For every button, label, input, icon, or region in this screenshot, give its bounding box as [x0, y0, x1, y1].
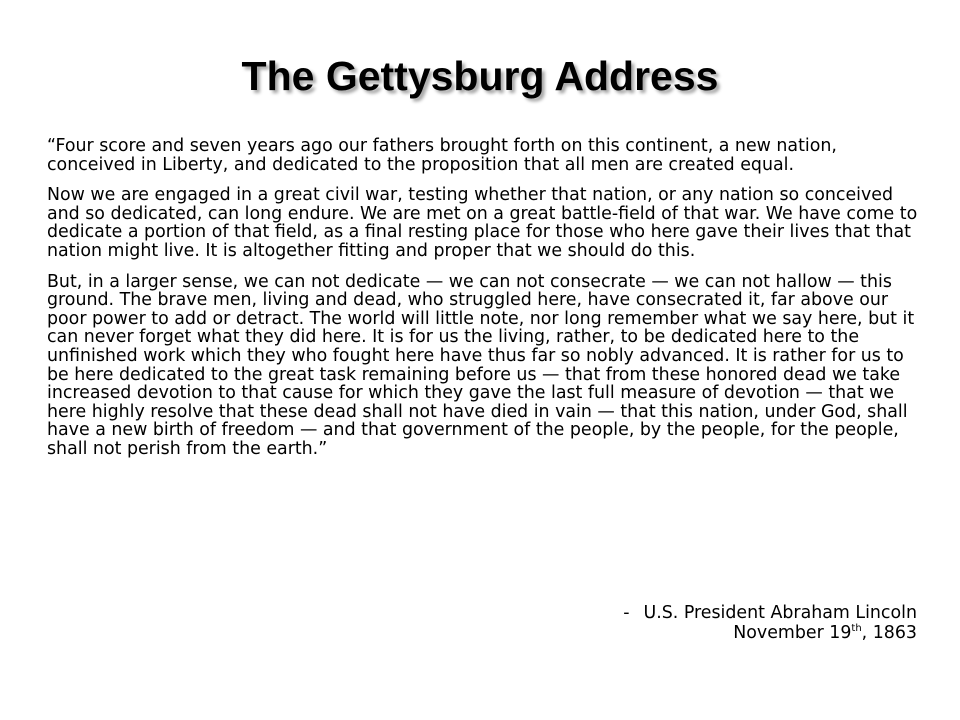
attribution — [623, 603, 917, 643]
attribution-author: U.S. President Abraham Lincoln — [643, 603, 917, 623]
speech-text — [47, 137, 923, 471]
attribution-date-prefix: November 19 — [733, 623, 852, 643]
paragraph-2: Now we are engaged in a great civil war, testing whether that nation, or any nation so conceived and so dedicated, can long endure. We are met on a great battle-field of that war. We have come to dedicate a portion of that field, as a final resting place for those who here gave their lives that that nation might live. It is altogether fitting and proper that we should do this. — [47, 185, 918, 261]
paragraph-3: But, in a larger sense, we can not dedicate — we can not consecrate — we can not hallow — this ground. The brave men, living and dead, who struggled here, have consecrated it, far above our poor power to add or detract. The world will little note, nor long remember what we say here, but it can never forget what they did here. It is for us the living, rather, to be dedicated here to the unfinished work which they who fought here have thus far so nobly advanced. It is rather for us to be here dedicated to the great task remaining before us — that from these honored dead we take increased devotion to that cause for which they gave the last full measure of devotion — that we here highly resolve that these dead shall not have died in vain — that this nation, under God, shall have a new birth of freedom — and that government of the people, by the people, for the people, shall not perish from the earth.” — [47, 271, 915, 459]
paragraph-1: “Four score and seven years ago our fathers brought forth on this continent, a new nation, conceived in Liberty, and dedicated to the proposition that all men are created equal. — [47, 136, 837, 175]
attribution-date-year: , 1863 — [861, 623, 917, 643]
attribution-dash: - — [623, 603, 630, 623]
slide-title: The Gettysburg Address — [241, 53, 719, 99]
attribution-author-line — [623, 603, 917, 623]
attribution-date — [623, 623, 917, 643]
attribution-date-suffix: th — [851, 623, 862, 635]
